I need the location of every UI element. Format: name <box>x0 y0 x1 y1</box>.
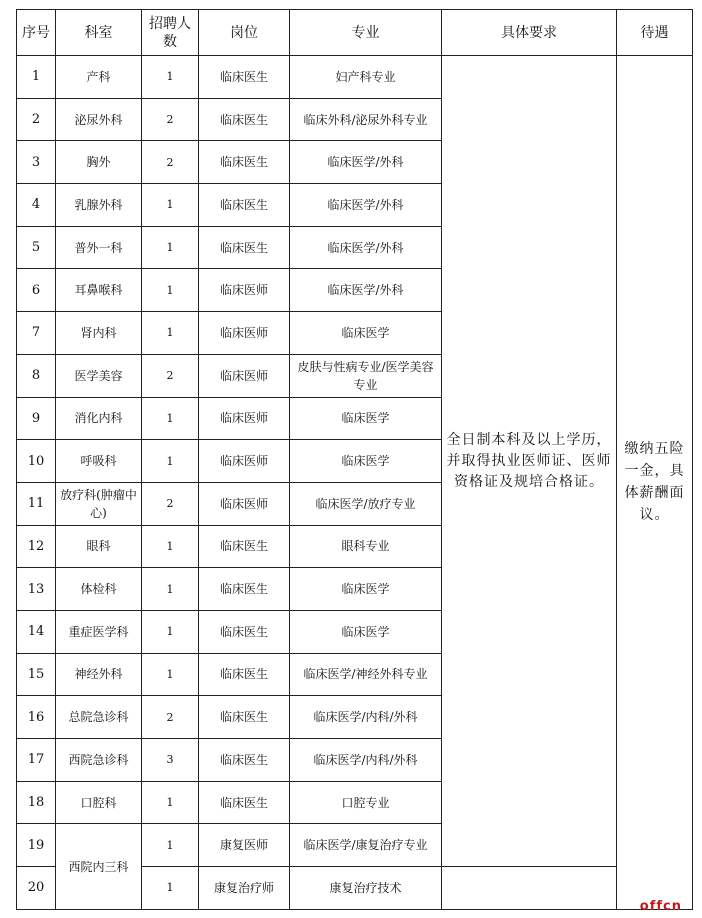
cell-no: 8 <box>17 354 56 397</box>
cell-position: 临床医生 <box>199 141 290 184</box>
cell-position: 临床医生 <box>199 653 290 696</box>
cell-major: 临床医学 <box>290 568 442 611</box>
cell-count: 2 <box>142 696 199 739</box>
cell-dept: 口腔科 <box>56 781 142 824</box>
cell-dept: 普外一科 <box>56 226 142 269</box>
cell-position: 康复治疗师 <box>199 867 290 910</box>
cell-major: 眼科专业 <box>290 525 442 568</box>
cell-no: 11 <box>17 482 56 525</box>
cell-count: 3 <box>142 739 199 782</box>
cell-major: 临床医学 <box>290 397 442 440</box>
header-dept: 科室 <box>56 10 142 56</box>
cell-major: 临床医学 <box>290 610 442 653</box>
cell-no: 10 <box>17 440 56 483</box>
cell-major: 临床医学/内科/外科 <box>290 739 442 782</box>
cell-major: 临床医学/放疗专业 <box>290 482 442 525</box>
cell-dept: 产科 <box>56 56 142 99</box>
benefit-cell: 缴纳五险一金，具体薪酬面议。 <box>617 56 693 910</box>
cell-count: 1 <box>142 867 199 910</box>
cell-count: 1 <box>142 525 199 568</box>
cell-count: 1 <box>142 781 199 824</box>
cell-position: 临床医生 <box>199 525 290 568</box>
cell-no: 14 <box>17 610 56 653</box>
cell-count: 1 <box>142 568 199 611</box>
cell-dept: 肾内科 <box>56 312 142 355</box>
cell-major: 临床医学/神经外科专业 <box>290 653 442 696</box>
cell-dept: 神经外科 <box>56 653 142 696</box>
offcn-logo: offcn <box>639 899 682 914</box>
cell-major: 皮肤与性病专业/医学美容专业 <box>290 354 442 397</box>
header-no: 序号 <box>17 10 56 56</box>
cell-count: 1 <box>142 440 199 483</box>
cell-dept: 泌尿外科 <box>56 98 142 141</box>
cell-position: 临床医师 <box>199 269 290 312</box>
cell-count: 2 <box>142 98 199 141</box>
cell-no: 2 <box>17 98 56 141</box>
cell-major: 临床外科/泌尿外科专业 <box>290 98 442 141</box>
cell-no: 17 <box>17 739 56 782</box>
cell-count: 1 <box>142 226 199 269</box>
cell-no: 13 <box>17 568 56 611</box>
cell-dept: 西院内三科 <box>56 824 142 909</box>
cell-count: 1 <box>142 269 199 312</box>
cell-no: 19 <box>17 824 56 867</box>
cell-dept: 眼科 <box>56 525 142 568</box>
header-benefit: 待遇 <box>617 10 693 56</box>
cell-major: 临床医学/内科/外科 <box>290 696 442 739</box>
cell-position: 临床医师 <box>199 312 290 355</box>
cell-dept: 医学美容 <box>56 354 142 397</box>
cell-major: 妇产科专业 <box>290 56 442 99</box>
cell-major: 口腔专业 <box>290 781 442 824</box>
cell-major: 临床医学/康复治疗专业 <box>290 824 442 867</box>
cell-count: 2 <box>142 141 199 184</box>
cell-position: 临床医师 <box>199 440 290 483</box>
cell-no: 4 <box>17 184 56 227</box>
cell-no: 20 <box>17 867 56 910</box>
cell-position: 临床医生 <box>199 696 290 739</box>
cell-major: 临床医学/外科 <box>290 226 442 269</box>
cell-position: 临床医生 <box>199 226 290 269</box>
cell-position: 临床医生 <box>199 781 290 824</box>
cell-no: 16 <box>17 696 56 739</box>
header-major: 专业 <box>290 10 442 56</box>
header-position: 岗位 <box>199 10 290 56</box>
cell-no: 18 <box>17 781 56 824</box>
cell-position: 临床医师 <box>199 397 290 440</box>
cell-no: 6 <box>17 269 56 312</box>
cell-count: 1 <box>142 184 199 227</box>
cell-dept: 胸外 <box>56 141 142 184</box>
cell-count: 1 <box>142 56 199 99</box>
cell-position: 临床医师 <box>199 482 290 525</box>
cell-major: 康复治疗技术 <box>290 867 442 910</box>
recruitment-table <box>16 9 693 910</box>
cell-position: 临床医生 <box>199 184 290 227</box>
header-count: 招聘人数 <box>142 10 199 56</box>
cell-no: 15 <box>17 653 56 696</box>
cell-major: 临床医学/外科 <box>290 141 442 184</box>
cell-position: 临床医生 <box>199 610 290 653</box>
cell-no: 3 <box>17 141 56 184</box>
cell-count: 1 <box>142 312 199 355</box>
cell-major: 临床医学 <box>290 440 442 483</box>
cell-position: 临床医生 <box>199 739 290 782</box>
requirement-cell-empty <box>442 867 617 910</box>
cell-major: 临床医学/外科 <box>290 184 442 227</box>
cell-dept: 呼吸科 <box>56 440 142 483</box>
cell-major: 临床医学/外科 <box>290 269 442 312</box>
cell-no: 12 <box>17 525 56 568</box>
cell-position: 临床医师 <box>199 354 290 397</box>
cell-dept: 消化内科 <box>56 397 142 440</box>
cell-count: 2 <box>142 482 199 525</box>
cell-major: 临床医学 <box>290 312 442 355</box>
cell-no: 7 <box>17 312 56 355</box>
cell-dept: 体检科 <box>56 568 142 611</box>
cell-count: 1 <box>142 610 199 653</box>
table-row <box>17 56 693 99</box>
cell-no: 1 <box>17 56 56 99</box>
cell-dept: 放疗科(肿瘤中心) <box>56 482 142 525</box>
cell-position: 康复医师 <box>199 824 290 867</box>
cell-no: 5 <box>17 226 56 269</box>
cell-no: 9 <box>17 397 56 440</box>
cell-count: 1 <box>142 824 199 867</box>
cell-dept: 总院急诊科 <box>56 696 142 739</box>
header-requirement: 具体要求 <box>442 10 617 56</box>
cell-position: 临床医生 <box>199 568 290 611</box>
cell-count: 1 <box>142 653 199 696</box>
requirement-cell: 全日制本科及以上学历，并取得执业医师证、医师资格证及规培合格证。 <box>442 56 617 867</box>
cell-dept: 重症医学科 <box>56 610 142 653</box>
cell-count: 2 <box>142 354 199 397</box>
cell-dept: 西院急诊科 <box>56 739 142 782</box>
cell-dept: 乳腺外科 <box>56 184 142 227</box>
cell-count: 1 <box>142 397 199 440</box>
cell-position: 临床医生 <box>199 56 290 99</box>
header-row <box>17 10 693 56</box>
cell-dept: 耳鼻喉科 <box>56 269 142 312</box>
cell-position: 临床医生 <box>199 98 290 141</box>
